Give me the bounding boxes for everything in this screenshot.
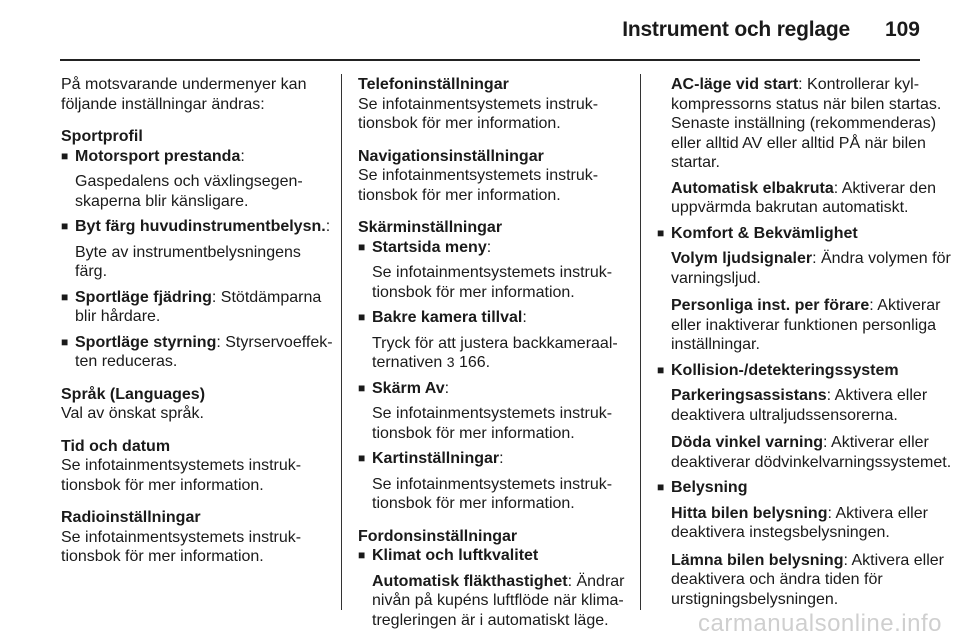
item-label: Bakre kamera tillval: [372, 309, 523, 326]
column-1: [61, 75, 333, 580]
item-label: Sportläge styrning: [75, 333, 217, 351]
bullet-icon: ■: [358, 548, 366, 562]
section-fordon: [358, 527, 634, 631]
section-sprak: [61, 385, 333, 424]
watermark: carmanualsonline.info: [698, 610, 942, 637]
item-description: Gaspedalens och växlingsegenskaperna blir känsligare.: [75, 173, 303, 210]
sub-item-label: Automatisk elbakruta: [671, 179, 834, 197]
item-tail: :: [522, 309, 527, 326]
item-description: Se infotainmentsystemets instruktionsbok för mer information.: [372, 264, 613, 301]
continued-items: [657, 75, 953, 218]
item-description: Se infotainmentsystemets instruktionsbok för mer information.: [372, 405, 613, 442]
list-item: [358, 449, 634, 514]
section-text: Se infotainmentsystemets instruktionsbok för mer information.: [61, 457, 302, 494]
page-ref-arrow-icon: 3: [446, 354, 455, 370]
bullet-icon: ■: [657, 225, 665, 240]
bullet-icon: ■: [358, 310, 366, 324]
item-label: Startsida meny: [372, 238, 487, 256]
column-3: [657, 75, 953, 615]
section-heading: Telefoninställningar: [358, 76, 509, 93]
item-description: [372, 334, 634, 373]
section-heading: Språk (Languages): [61, 385, 206, 403]
item-label: Motorsport prestanda: [75, 147, 241, 165]
sub-item: [671, 386, 953, 425]
section-radio: [61, 508, 333, 567]
sub-item: [671, 433, 953, 472]
page-title: Instrument och reglage: [622, 18, 850, 41]
bullet-icon: ■: [657, 480, 665, 494]
list-item: [358, 379, 634, 444]
sub-item-text: : Kontrollerar kylkompressorns status när bilen startas. Senaste inställning (rekommenderas) eller alltid AV eller alltid PÅ när bilen startar.: [671, 76, 942, 171]
bullet-icon: ■: [358, 239, 366, 254]
list-item: [358, 238, 634, 303]
item-description: Byte av instrumentbelysningens färg.: [75, 243, 301, 280]
sub-item-label: Döda vinkel varning: [671, 434, 824, 451]
page-ref-link[interactable]: 166.: [458, 354, 491, 371]
section-heading: Navigationsinställningar: [358, 147, 544, 165]
section-heading: Radioinställningar: [61, 509, 201, 526]
sub-item-text: : Aktivera eller deaktivera ultraljudssensorerna.: [671, 387, 928, 424]
list-item: [61, 333, 333, 372]
item-tail: : Styrservoeffekten reduceras.: [75, 333, 333, 370]
bullet-icon: ■: [657, 362, 665, 377]
item-tail: :: [499, 450, 504, 467]
sub-item-label: Parkeringsassistans: [671, 387, 827, 404]
list-item: [61, 288, 333, 327]
sub-item: [671, 551, 953, 610]
item-label: Skärm Av: [372, 379, 445, 397]
sub-item-label: Personliga inst. per förare: [671, 297, 870, 314]
sub-item: [671, 249, 953, 288]
item-tail: :: [444, 379, 450, 397]
bullet-icon: ■: [358, 380, 366, 395]
sub-item-text: : Aktivera eller deaktivera och ändra tiden för urstigningsbelysningen.: [671, 551, 944, 608]
item-description: Se infotainmentsystemets instruktionsbok för mer information.: [372, 475, 613, 512]
bullet-icon: ■: [61, 219, 69, 233]
item-label: Sportläge fjädring: [75, 288, 212, 306]
item-label: Kartinställningar: [372, 450, 500, 467]
list-item: [657, 224, 953, 355]
sub-item-text: : Ändrar nivån på kupéns luftflöde när klimatregleringen är i automatiskt läge.: [372, 572, 625, 629]
item-label: Belysning: [671, 479, 748, 496]
sub-item-text: : Aktiverar eller inaktiverar funktionen personliga inställningar.: [671, 297, 941, 353]
section-text: Se infotainmentsystemets instruktionsbok för mer information.: [61, 528, 302, 565]
sub-item-label: AC-läge vid start: [671, 76, 799, 93]
sub-item: [671, 75, 953, 173]
bullet-icon: ■: [358, 451, 366, 465]
section-tid: [61, 437, 333, 496]
sub-item-text: : Ändra volymen för varningsljud.: [671, 250, 951, 287]
item-label: Kollision-/detekteringssystem: [671, 361, 899, 379]
sub-item-label: Lämna bilen belysning: [671, 551, 844, 569]
section-sportprofil: [61, 127, 333, 372]
sub-item: [372, 572, 634, 631]
item-tail: :: [486, 238, 492, 256]
sub-item-label: Hitta bilen belysning: [671, 504, 828, 522]
item-label: Komfort & Bekvämlighet: [671, 224, 858, 242]
sub-item-label: Volym ljudsignaler: [671, 250, 813, 267]
item-description-text: Tryck för att justera backkameraalternativen: [372, 334, 618, 371]
bullet-icon: ■: [61, 334, 69, 349]
list-item: [657, 478, 953, 609]
section-heading: Sportprofil: [61, 128, 143, 145]
section-skarm: [358, 218, 634, 514]
section-heading: Tid och datum: [61, 437, 171, 455]
sub-item-text: : Aktiverar den uppvärmda bakrutan automatiskt.: [671, 179, 936, 216]
sub-item-label: Automatisk fläkthastighet: [372, 572, 568, 590]
bullet-icon: ■: [61, 148, 69, 163]
sub-item: [671, 179, 953, 218]
column-2: [358, 75, 634, 643]
bullet-icon: ■: [61, 289, 69, 304]
header-divider: [60, 59, 920, 61]
list-item: [61, 147, 333, 212]
section-telefon: [358, 75, 634, 134]
sub-item-text: : Aktivera eller deaktivera instegsbelysningen.: [671, 504, 928, 541]
list-item: [61, 217, 333, 282]
column-divider-1: [341, 74, 342, 610]
section-navigation: [358, 147, 634, 206]
section-text: Val av önskat språk.: [61, 405, 204, 422]
section-text: Se infotainmentsystemets instruktionsbok för mer information.: [358, 95, 599, 132]
list-item: [358, 308, 634, 373]
sub-item: [671, 296, 953, 355]
item-tail: : Stötdämparna blir hårdare.: [75, 288, 322, 325]
item-tail: :: [325, 218, 331, 235]
column-divider-2: [640, 74, 641, 610]
section-heading: Skärminställningar: [358, 219, 503, 236]
list-item: [358, 546, 634, 630]
list-item: [657, 361, 953, 473]
intro-text: På motsvarande undermenyer kan följande inställningar ändras:: [61, 76, 307, 113]
section-heading: Fordonsinställningar: [358, 527, 518, 545]
item-label: Byt färg huvudinstrumentbelysn.: [75, 218, 326, 235]
page-header: [0, 0, 960, 60]
sub-item: [671, 504, 953, 543]
sub-item-text: : Aktiverar eller deaktiverar dödvinkelvarningssystemet.: [671, 434, 952, 471]
page-number: 109: [884, 18, 920, 41]
item-label: Klimat och luftkvalitet: [372, 547, 539, 564]
item-tail: :: [240, 147, 245, 165]
section-text: Se infotainmentsystemets instruktionsbok för mer information.: [358, 167, 599, 204]
